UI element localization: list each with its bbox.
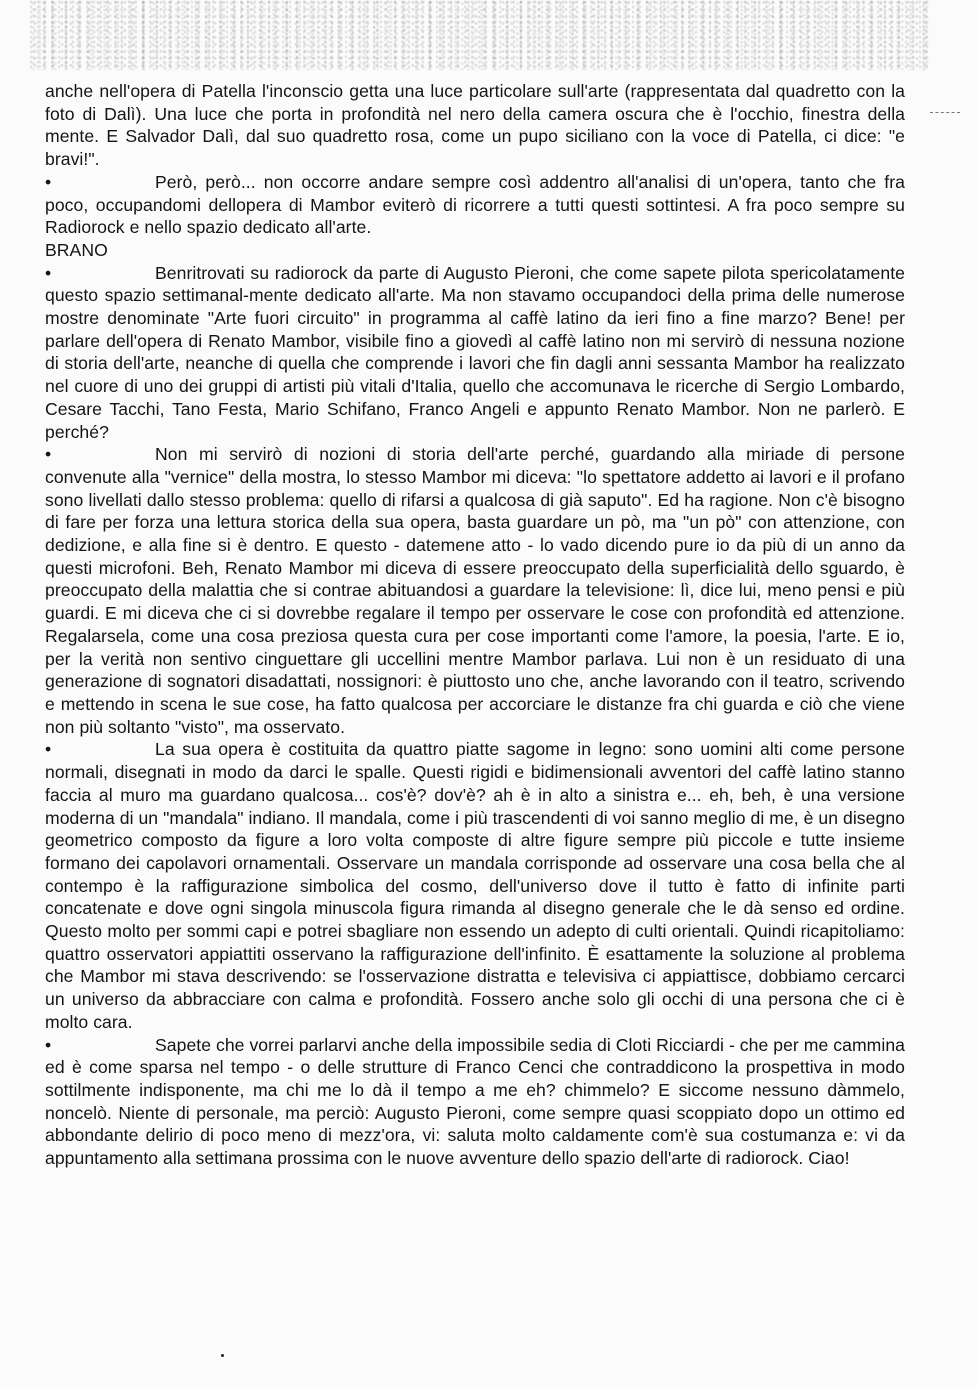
paragraph-4 xyxy=(45,738,905,1033)
paragraph-1-text: Però, però... non occorre andare sempre così addentro all'analisi di un'opera, tanto che fra poco, occupandomi dellopera di Mambor eviterò di ricorrere a tutti questi sottintesi. A fra poco sempre su Radiorock e nello spazio dedicato all'arte. xyxy=(45,171,905,238)
bullet-marker: • xyxy=(45,1034,52,1055)
paragraph-2-text: Benritrovati su radiorock da parte di Augusto Pieroni, che come sapete pilota spericolatamente questo spazio settimanal-mente dedicato all'arte. Ma non stavamo occupandoci della prima delle numerose mostre denominate "Arte fuori circuito" in programma al caffè latino da ieri fino a fine marzo? Bene! per parlare dell'opera di Renato Mambor, visibile fino a giovedì al caffè latino non mi servirò di nessuna nozione di storia dell'arte, neanche di quella che comprende i lavori che fin dagli anni sessanta Mambor ha realizzato nel cuore di uno dei gruppi di artisti più vitali d'Italia, quello che accomunava le ricerche di Sergio Lombardo, Cesare Tacchi, Tano Festa, Mario Schifano, Franco Angeli e appunto Renato Mambor. Non ne parlerò. E perché? xyxy=(45,262,905,442)
section-heading-brano: BRANO xyxy=(45,239,108,260)
paragraph-2 xyxy=(45,262,905,444)
paragraph-1 xyxy=(45,171,905,239)
scan-noise xyxy=(30,0,930,70)
document-body xyxy=(45,80,905,1170)
paragraph-3 xyxy=(45,443,905,738)
bullet-marker: • xyxy=(45,444,52,465)
stray-dot xyxy=(221,1354,224,1357)
intro-paragraph: anche nell'opera di Patella l'inconscio getta una luce particolare sull'arte (rappresentata dal quadretto con la foto di Dalì). Una luce che porta in profondità nel nero della camera oscura che è l'occhio, finestra della mente. E Salvador Dalì, dal suo quadretto rosa, come un pupo siciliano con la voce di Patella, ci dice: "e bravi!". xyxy=(45,81,905,170)
bullet-marker: • xyxy=(45,262,52,283)
bullet-marker: • xyxy=(45,739,52,760)
margin-mark xyxy=(930,112,960,114)
paragraph-5 xyxy=(45,1034,905,1170)
bullet-marker: • xyxy=(45,171,52,192)
paragraph-3-text: Non mi servirò di nozioni di storia dell'arte perché, guardando alla miriade di persone convenute alla "vernice" della mostra, lo stesso Mambor mi diceva: "lo spettatore addetto ai lavori e il profano sono livellati dallo stesso problema: quello di rifarsi a qualcosa di già saputo". Ed ha ragione. Non c'è bisogno di fare per forza una lettura storica della sua opera, basta guardare un pò, ma "un pò" con attenzione, con dedizione, e alla fine si è dentro. E questo - datemene atto - lo vado dicendo pure io da più di un anno da questi microfoni. Beh, Renato Mambor mi diceva di essere preoccupato della superficialità dello sguardo, è preoccupato della malattia che si contrae abituandosi a guardare la televisione: lì, dice lui, meno pensi e più guardi. E mi diceva che ci si dovrebbe regalare il tempo per osservare le cose con profondità ed attenzione. Regalarsela, come una cosa preziosa questa cura per cose importanti come l'amore, la poesia, l'arte. E io, per la verità non sentivo cinguettare gli uccellini mentre Mambor parlava. Lui non è un residuato di una generazione di sognatori disadattati, nossignori: è piuttosto uno che, anche lavorando con il teatro, scrivendo e mettendo in scena le sue cose, ha fatto qualcosa per accorciare le distanze fra chi guarda e ciò che viene non più soltanto "visto", ma osservato. xyxy=(45,444,905,737)
paragraph-5-text: Sapete che vorrei parlarvi anche della impossibile sedia di Cloti Ricciardi - che per me cammina ed è come sparsa nel tempo - o delle strutture di Franco Cenci che contraddicono la prospettiva in modo sottilmente indisponente, ma chi me lo dà il tempo a me eh? chimmelo? E siccome nessuno dàmmelo, noncelò. Niente di personale, ma perciò: Augusto Pieroni, come sempre quasi scoppiato dopo un ottimo ed abbondante delirio di poco meno di mezz'ora, vi: saluta molto caldamente com'è sua costumanza e: vi da appuntamento alla settimana prossima con le nuove avventure dello spazio dell'arte di radiorock. Ciao! xyxy=(45,1034,905,1169)
paragraph-4-text: La sua opera è costituita da quattro piatte sagome in legno: sono uomini alti come persone normali, disegnati in modo da darci le spalle. Questi rigidi e bidimensionali avventori del caffè latino stanno faccia al muro ma guardano qualcosa... cos'è? dov'è? ah è in alto a sinistra e... eh, beh, è una versione moderna di un "mandala" indiano. Il mandala, come i più trascendenti di voi sanno meglio di me, è un disegno geometrico composto da figure a loro volta composte di altre figure sempre più piccole e tutte insieme formano dei capolavori ornamentali. Osservare un mandala corrisponde ad osservare una cosa bella che al contempo è la raffigurazione simbolica del cosmo, dell'universo dove il tutto è fatto di infinite parti concatenate e dove ogni singola minuscola figura rimanda al disegno generale che le dà senso ed ordine. Questo molto per sommi capi e potrei sbagliare non essendo un adepto di culti orientali. Quindi ricapitoliamo: quattro osservatori appiattiti osservano la raffigurazione dell'infinito. È esattamente la soluzione al problema che Mambor mi stava descrivendo: se l'osservazione distratta e televisiva ci appiattisce, dobbiamo cercarci un universo da abbracciare con calma e profondità. Fossero anche solo gli occhi di una persona che ci è molto cara. xyxy=(45,739,905,1032)
